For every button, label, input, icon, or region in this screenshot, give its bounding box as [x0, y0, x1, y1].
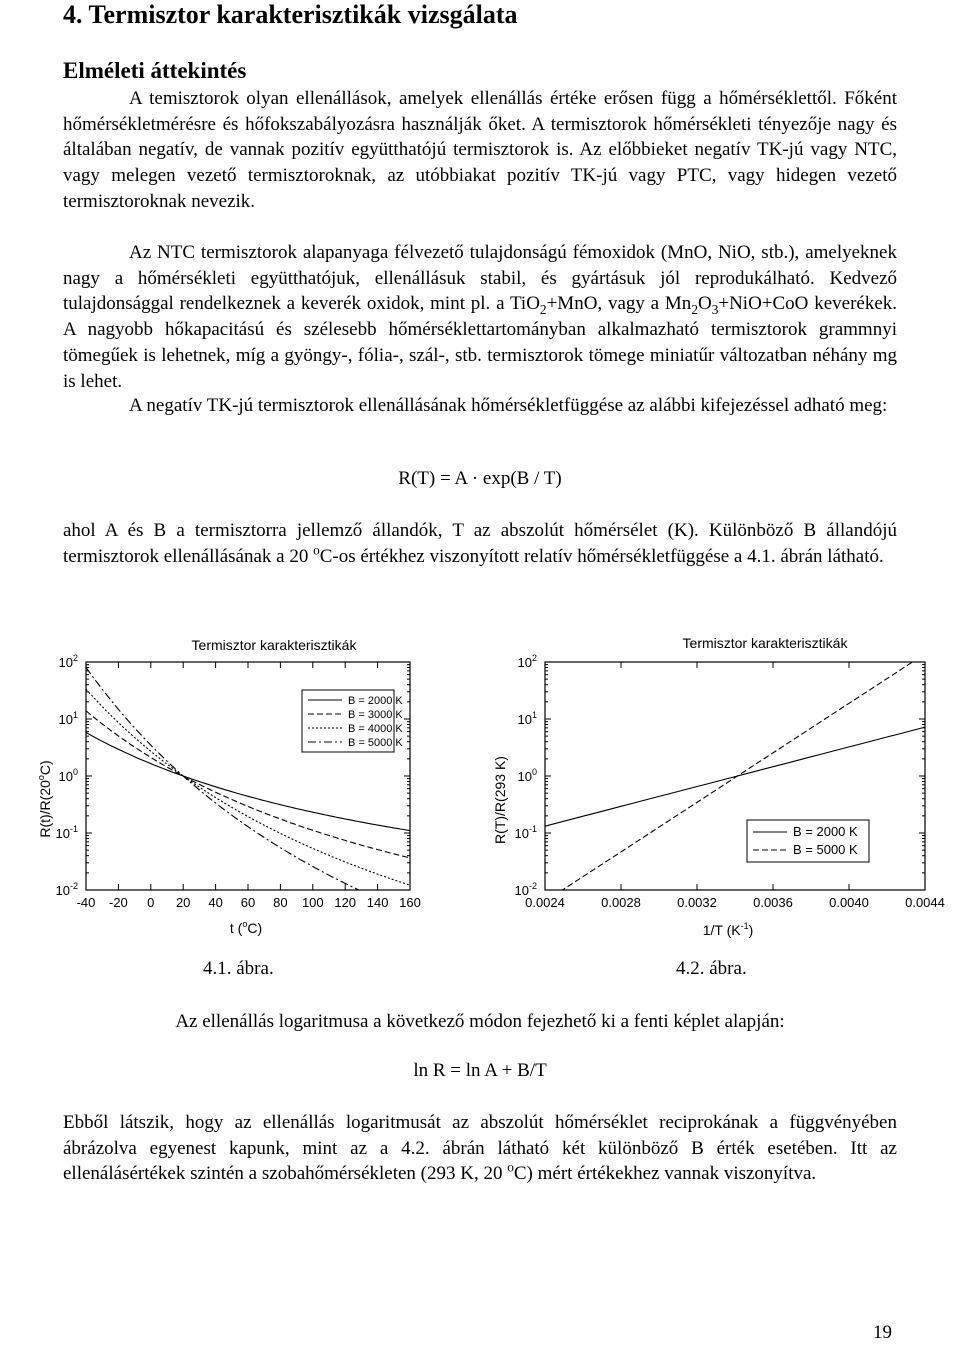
- x-tick-label: 0.0028: [601, 895, 641, 910]
- chart-temperature: [28, 628, 468, 948]
- y-tick-label: $10^2$: [58, 653, 78, 670]
- superscript: o: [313, 542, 320, 558]
- y-tick-label: $10^1$: [58, 710, 78, 727]
- text-run: C) mért értékekhez vannak viszonyítva.: [513, 1163, 817, 1185]
- x-tick-label: 100: [301, 895, 324, 910]
- x-tick-label: 20: [175, 895, 191, 910]
- x-tick-label: 0: [147, 895, 155, 910]
- text-run: +MnO, vagy a Mn: [546, 293, 692, 315]
- legend-label: B = 2000 K: [348, 695, 403, 707]
- text-run: Az NTC termisztorok alapanyaga félvezető tulajdonságú fémoxidok (MnO, NiO, stb.), amelyeknek nagy a hőmérsékleti együtthatójuk, ellenállásuk stabil, és gyártásuk jól reprodukálható. Kedvező tulajdonsággal rendelkeznek a keverék oxidok, mint pl. a TiO: [63, 242, 897, 315]
- formula-ln: ln R = ln A + B/T: [413, 1060, 547, 1081]
- x-tick-label: 80: [273, 895, 288, 910]
- paragraph-constants: [63, 518, 897, 569]
- paragraph-ntc: [63, 240, 897, 394]
- y-tick-label: $10^1$: [517, 710, 537, 727]
- legend-label: B = 5000 K: [793, 842, 858, 857]
- x-tick-label: -20: [109, 895, 128, 910]
- x-tick-label: 140: [366, 895, 389, 910]
- x-tick-label: 0.0036: [753, 895, 793, 910]
- chart-title: Termisztor karakterisztikák: [191, 637, 357, 653]
- text-run: Ebből látszik, hogy az ellenállás logaritmusát az abszolút hőmérséklet reciprokának a függvényében ábrázolva egyenest kapunk, mint az a 4.2. ábrán látható két különböző B érték esetében. Itt az ellenálásértékek szintén a szobahőmérsékleten (293 K, 20: [63, 1112, 897, 1185]
- section-title: Elméleti áttekintés: [63, 58, 247, 83]
- text-run: +NiO+CoO keverékek. A nagyobb hőkapacitású és szélesebb hőmérséklettartományban alkalmazható termisztorok grammnyi tömegűek is lehetnek, míg a gyöngy-, fólia-, szál-, stb. termisztorok tömege miniatűr változatban néhány mg is lehet.: [63, 293, 898, 392]
- text-run: ahol A és B a termisztorra jellemző állandók, T az abszolút hőmérsélet (K). Különböző B állandójú termisztorok ellenállásának a 20: [63, 520, 897, 567]
- y-tick-label: $10^{-1}$: [55, 824, 78, 841]
- paragraph-reciprocal: [63, 1110, 897, 1187]
- plot-area: [515, 653, 945, 910]
- subscript: 2: [691, 302, 698, 318]
- x-tick-label: 120: [334, 895, 357, 910]
- y-tick-label: $10^{-1}$: [514, 824, 537, 841]
- subscript: 2: [539, 302, 547, 318]
- y-axis-label: R(T)/R(293 K): [492, 756, 508, 844]
- series-line: [545, 654, 925, 902]
- plot-area: [56, 653, 421, 913]
- x-tick-label: 60: [240, 895, 256, 910]
- x-tick-label: 40: [208, 895, 223, 910]
- x-tick-label: 0.0040: [829, 895, 869, 910]
- series-line: [545, 727, 925, 826]
- x-axis-label: t ($^o$C): [229, 919, 263, 936]
- text-run: O: [697, 293, 712, 315]
- paragraph-log: Az ellenállás logaritmusa a következő módon fejezhető ki a fenti képlet alapján:: [175, 1011, 785, 1032]
- formula-exp: R(T) = A · exp(B / T): [398, 468, 562, 489]
- paragraph-intro: A temisztorok olyan ellenállások, amelyek ellenállás értéke erősen függ a hőmérséklettől. Főként hőmérsékletmérésre és hőfokszabályozásra használják őket. A termisztorok hőmérsékleti tényezője nagy és általában negatív, de vannak pozitív együtthatójú termisztorok is. Az előbbieket negatív TK-jú vagy NTC, vagy melegen vezető termisztoroknak, az utóbbiakat pozitív TK-jú vagy PTC, vagy hidegen vezető termisztoroknak nevezik.: [63, 88, 897, 212]
- legend-label: B = 5000 K: [348, 737, 403, 749]
- y-axis-label: R(t)/R(20$^o$C): [36, 760, 53, 838]
- y-tick-label: $10^{-2}$: [514, 881, 537, 898]
- x-tick-label: 0.0044: [905, 895, 945, 910]
- x-tick-label: -40: [76, 895, 96, 910]
- x-tick-label: 0.0032: [677, 895, 717, 910]
- y-tick-label: $10^{-2}$: [55, 881, 78, 898]
- y-tick-label: $10^0$: [58, 767, 78, 784]
- caption-fig1: 4.1. ábra.: [203, 958, 274, 979]
- page-number: 19: [873, 1322, 892, 1343]
- x-tick-label: 0.0024: [525, 895, 565, 910]
- legend-label: B = 2000 K: [793, 824, 858, 839]
- x-axis-label: 1/T $(K^{-1})$: [702, 921, 754, 938]
- text-run: C-os értékhez viszonyított relatív hőmérsékletfüggése a 4.1. ábrán látható.: [319, 545, 884, 567]
- legend-label: B = 3000 K: [348, 709, 403, 721]
- chart-title: Termisztor karakterisztikák: [682, 635, 848, 651]
- legend-label: B = 4000 K: [348, 723, 403, 735]
- paragraph-expression: A negatív TK-jú termisztorok ellenállásának hőmérsékletfüggése az alábbi kifejezéssel adható meg:: [129, 395, 888, 416]
- y-tick-label: $10^2$: [517, 653, 537, 670]
- y-tick-label: $10^0$: [517, 767, 537, 784]
- caption-fig2: 4.2. ábra.: [676, 958, 747, 979]
- x-tick-label: 160: [399, 895, 421, 910]
- superscript: o: [507, 1160, 514, 1176]
- page-title: 4. Termisztor karakterisztikák vizsgálata: [63, 0, 518, 29]
- subscript: 3: [711, 302, 719, 318]
- chart-reciprocal: [485, 628, 945, 948]
